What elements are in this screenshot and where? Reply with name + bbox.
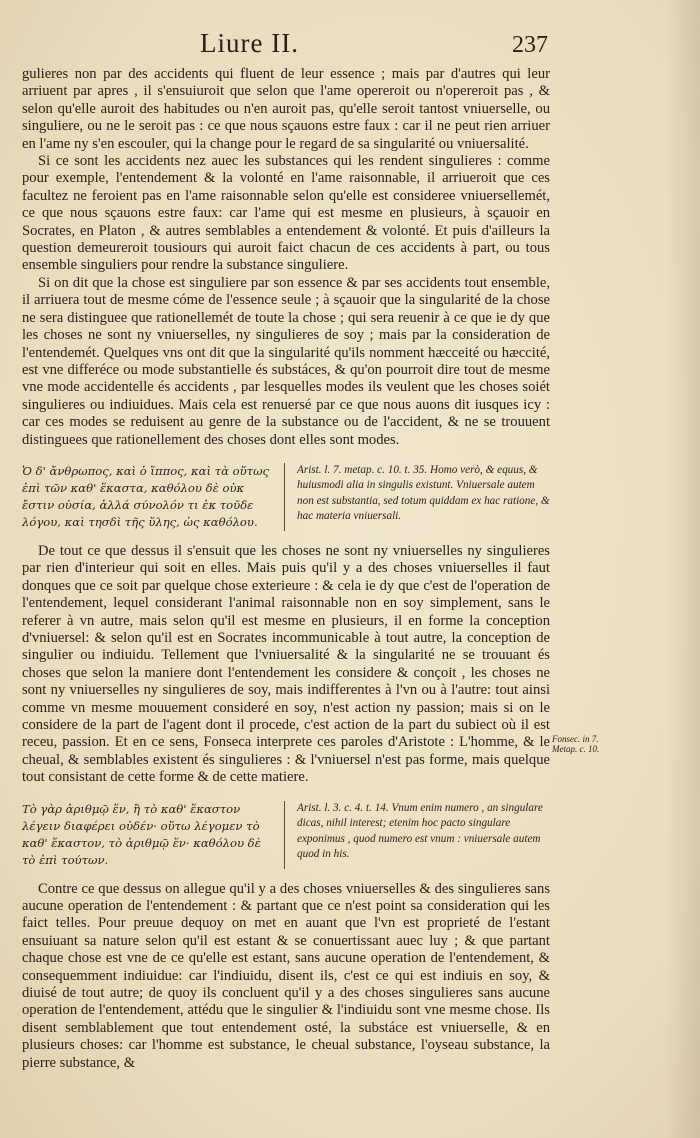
page-edge-shadow <box>666 0 700 1138</box>
margin-note-fonseca: Fonsec. in 7. Metap. c. 10. <box>552 734 600 754</box>
greek-quotation-1: Ὁ δ' ἄνθρωπος, καὶ ὁ ἵππος, καὶ τὰ οὕτως ἐπὶ τῶν καθ' ἕκαστα, καθόλου δὲ οὐκ ἔστιν οὐσία, ἀλλά σύνολόν τι ἐκ τοῦδε λόγου, καὶ τησδὶ τῆς ὕλης, ὡς καθόλου. <box>22 463 270 529</box>
citation-block-1 <box>22 463 550 531</box>
paragraph-1: gulieres non par des accidents qui fluent de leur essence ; mais par d'autres qui leur arriuent par apres , il s'ensuiuroit que selon que l'ame opereroit ou n'opereroit pas , & selon qu'elle auroit des habitudes ou n'en auroit pas, qu'elle seroit tantost vniuerselle, ou singuliere, ou ne le seroit pas : ce que nous sçauons estre faux : car il ne peut rien arriuer en l'ame ny s'en escouler, qui la change pour le regard de sa singularité ou vniuersalité. <box>22 66 550 152</box>
latin-translation-2: Arist. l. 3. c. 4. t. 14. Vnum enim numero , an singulare dicas, nihil interest; etenim hoc pacto singulare exponimus , quod numero est vnum : vniuersale autem quod in his. <box>284 801 550 869</box>
running-title: Liure II. <box>200 28 299 58</box>
page-number: 237 <box>512 32 548 58</box>
running-head <box>0 28 700 68</box>
greek-quotation-2: Τὸ γὰρ ἀριθμῷ ἕν, ἢ τὸ καθ' ἕκαστον λέγειν διαφέρει οὐδέν· οὕτω λέγομεν τὸ καθ' ἕκαστον, τὸ ἀριθμῷ ἕν· καθόλου δὲ τὸ ἐπὶ τούτων. <box>22 801 261 867</box>
paragraph-2: Si ce sont les accidents nez auec les substances qui les rendent singulieres : comme pour exemple, l'entendement & la volonté en l'ame raisonnable, il arriueroit que ces facultez ne feroient pas en l'ame raisonnable selon qu'elle est consideree vniuersellemét, ce que nous sçauons estre faux: car l'ame qui est mesme en plusieurs, à sçauoir en Socrates, en Platon , & autres semblables a entendement & volonté. Et puis d'ailleurs la question demeureroit tousiours qui auroit faict chacun de ces accidents à part, ou tous ensemble singuliers pour rendre la substance singuliere. <box>22 153 550 274</box>
paragraph-4: De tout ce que dessus il s'ensuit que les choses ne sont ny vniuerselles ny singulieres par rien d'interieur qui soit en elles. Mais puis qu'il y a des choses vniuerselles il faut donques que ce soit par quelque chose exterieure : & cela ie dy que c'est de l'operation de l'entendement, lequel considerant l'animal raisonnable non en soy simplement, sans le referer à vn autre, mais selon qu'il est mesme en plusieurs, il en forme la conception d'vniuersel: & selon qu'il est en Socrates incommunicable à tout autre, la conception de singulier ou indiuidu. Tellement que l'vniuersalité & la singularité ne se trouuant és choses que selon la maniere dont l'entendement les considere & conçoit , les choses ne sont ny vniuerselles ny singulieres de soy, mais indifferentes à l'vn ou à l'autre: tout ainsi comme vn mesme mouuement consideré en soy, n'est action ny passion; mais si on le considere de la part de l'agent dont il procede, c'est action de la part du subiect où il est receu, passion. Et en ce sens, Fonseca interprete ces paroles d'Aristote : L'homme, & le cheual, & semblables existent és singulieres : & l'vniuersel n'est pas forme, mais quelque tout consistant de cette forme & de cette matiere. <box>22 542 550 786</box>
paragraph-5: Contre ce que dessus on allegue qu'il y a des choses vniuerselles & des singulieres sans aucune operation de l'entendement : & partant que ce n'est point sa consideration qui les faict telles. Pour preuue dequoy on met en auant que l'vn est proprieté de l'estant ensuiuant sa nature selon qu'il est estant & se conuertissant auec luy ; & que partant chaque chose est vne de ce qu'elle est estant, sans aucune operation de l'entendement, & consequemment indiuidue: car l'indiuidu, disent ils, c'est ce qui est indiuis en soy, & diuisé de tout autre; de quoy ils concluent qu'il y a des choses singulieres sans aucune operation de l'entendement, attédu que le singulier & l'indiuidu sont vne mesme chose. Ils disent semblablement que tout entendement osté, la substáce est vniuerselle, & en plusieurs choses: car l'homme est substance, le cheual substance, l'oyseau substance, la pierre substance, & <box>22 880 550 1071</box>
latin-translation-1: Arist. l. 7. metap. c. 10. t. 35. Homo verò, & equus, & huiusmodi alia in singulis existunt. Vniuersale autem non est substantia, sed totum quiddam ex hac ratione, & hac materia vniuersali. <box>284 463 550 531</box>
citation-block-2 <box>22 801 550 869</box>
paragraph-3: Si on dit que la chose est singuliere par son essence & par ses accidents tout ensemble, il arriuera tout de mesme cóme de l'essence seule ; à sçauoir que la singularité de la chose ne sera distinguee que rationellemét de toute la chose ; qui sera reuenir à ce que ie dy que les choses ne sont ny vniuerselles, ny singulieres de soy ; mais par la consideration de l'entendemét. Quelques vns ont dit que la singularité qu'ils nomment hæcceité ou hæccité, est vne differéce ou mode substantielle és substáces, & qu'on pourroit dire tout de mesme vne mode accidentelle és accidents , par lesquelles modes ils veulent que les choses soiét singulieres ou indiuidues. Mais cela est renuersé par ce que nous auons dit iusques icy : car ces modes se reduisent au genre de la substance ou de l'accident, & ne se trouuent distinguees que rationellement des choses dont elles sont modes. <box>22 274 550 448</box>
text-block <box>22 66 550 1072</box>
